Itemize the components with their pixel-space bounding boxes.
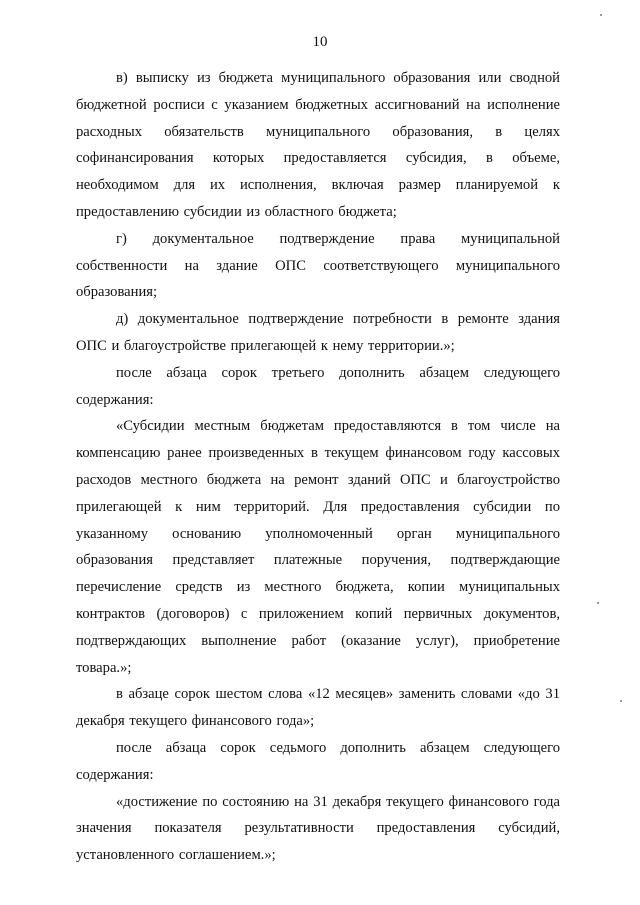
scan-speck — [600, 14, 602, 16]
document-body — [76, 65, 560, 869]
paragraph-g-ownership: г) документальное подтверждение права муниципальной собственности на здание ОПС соответствующего муниципального образования; — [76, 230, 560, 301]
paragraph-achievement: «достижение по состоянию на 31 декабря текущего финансового года значения показателя результативности предоставления субсидий, установленного соглашением.»; — [76, 793, 560, 864]
paragraph-insert-after-43: после абзаца сорок третьего дополнить абзацем следующего содержания: — [76, 364, 560, 408]
paragraph-insert-after-47: после абзаца сорок седьмого дополнить абзацем следующего содержания: — [76, 739, 560, 783]
paragraph-subsidy-compensation: «Субсидии местным бюджетам предоставляются в том числе на компенсацию ранее произведенных в текущем финансовом году кассовых расходов местного бюджета на ремонт зданий ОПС и благоустройство прилегающей к ним территорий. Для предоставления субсидии по указанному основанию уполномоченный орган муниципального образования представляет платежные поручения, подтверждающие перечисление средств из местного бюджета, копии муниципальных контрактов (договоров) с приложением копий первичных документов, подтверждающих выполнение работ (оказание услуг), приобретение товара.»; — [76, 418, 560, 676]
page-number: 10 — [312, 34, 328, 50]
paragraph-d-repair-need: д) документальное подтверждение потребности в ремонте здания ОПС и благоустройстве прилегающей к нему территории.»; — [76, 311, 560, 354]
scan-speck — [620, 700, 622, 702]
paragraph-v-extract: в) выписку из бюджета муниципального образования или сводной бюджетной росписи с указанием бюджетных ассигнований на исполнение расходных обязательств муниципального образования, в целях софинансирования которых предоставляется субсидия, в объеме, необходимом для их исполнения, включая размер планируемой к предоставлению субсидии из областного бюджета; — [76, 70, 560, 220]
scan-speck — [597, 602, 599, 604]
paragraph-replace-words-46: в абзаце сорок шестом слова «12 месяцев» заменить словами «до 31 декабря текущего финансового года»; — [76, 686, 560, 730]
